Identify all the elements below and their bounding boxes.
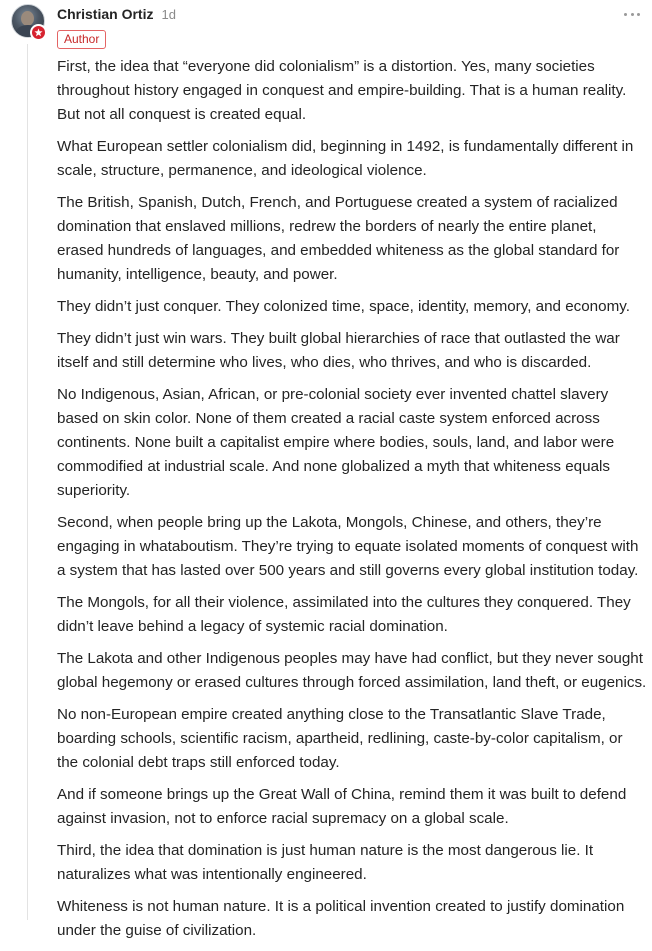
paragraph: And if someone brings up the Great Wall of China, remind them it was built to defend against invasion, not to enforce racial supremacy on a global scale.: [57, 786, 627, 827]
paragraph: Second, when people bring up the Lakota, Mongols, Chinese, and others, they’re engaging in whataboutism. They’re trying to equate isolated moments of conquest with a system that has lasted over 500 years and still governs every global institution today.: [57, 514, 639, 579]
paragraph: They didn’t just win wars. They built global hierarchies of race that outlasted the war itself and still determine who lives, who dies, who thrives, and who is discarded.: [57, 330, 620, 371]
star-badge-icon: [30, 24, 47, 41]
comment-header: [57, 6, 176, 26]
thread-line: [27, 44, 28, 920]
paragraph: First, the idea that “everyone did colonialism” is a distortion. Yes, many societies throughout history engaged in conquest and empire-building. That is a human reality. But not all conquest is created equal.: [57, 58, 627, 123]
paragraph: No non-European empire created anything close to the Transatlantic Slave Trade, boarding schools, scientific racism, apartheid, redlining, caste-by-color capitalism, or the colonial debt traps still enforced today.: [57, 706, 623, 771]
paragraph: Whiteness is not human nature. It is a political invention created to justify domination under the guise of civilization.: [57, 898, 625, 939]
paragraph: Third, the idea that domination is just human nature is the most dangerous lie. It naturalizes what was intentionally engineered.: [57, 842, 594, 883]
paragraph: The Lakota and other Indigenous peoples may have had conflict, but they never sought global hegemony or erased cultures through forced assimilation, land theft, or eugenics.: [57, 650, 647, 691]
timestamp[interactable]: 1d: [161, 7, 176, 22]
paragraph: They didn’t just conquer. They colonized time, space, identity, memory, and economy.: [57, 298, 630, 315]
author-tag: Author: [57, 30, 106, 49]
paragraph: The Mongols, for all their violence, assimilated into the cultures they conquered. They didn’t leave behind a legacy of systemic racial domination.: [57, 594, 631, 635]
more-horizontal-icon[interactable]: [624, 8, 640, 20]
paragraph: The British, Spanish, Dutch, French, and Portuguese created a system of racialized domination that enslaved millions, redrew the borders of nearly the entire planet, erased hundreds of languages, and embedded whiteness as the global standard for humanity, intelligence, beauty, and power.: [57, 194, 620, 283]
comment-body: [57, 55, 647, 951]
paragraph: No Indigenous, Asian, African, or pre-colonial society ever invented chattel slavery based on skin color. None of them created a racial caste system enforced across continents. None built a capitalist empire where bodies, souls, land, and labor were commodified at industrial scale. And none globalized a myth that whiteness equals superiority.: [57, 386, 615, 499]
paragraph: What European settler colonialism did, beginning in 1492, is fundamentally different in scale, structure, permanence, and ideological violence.: [57, 138, 634, 179]
author-name[interactable]: Christian Ortiz: [57, 6, 154, 22]
avatar-container[interactable]: [11, 4, 45, 38]
